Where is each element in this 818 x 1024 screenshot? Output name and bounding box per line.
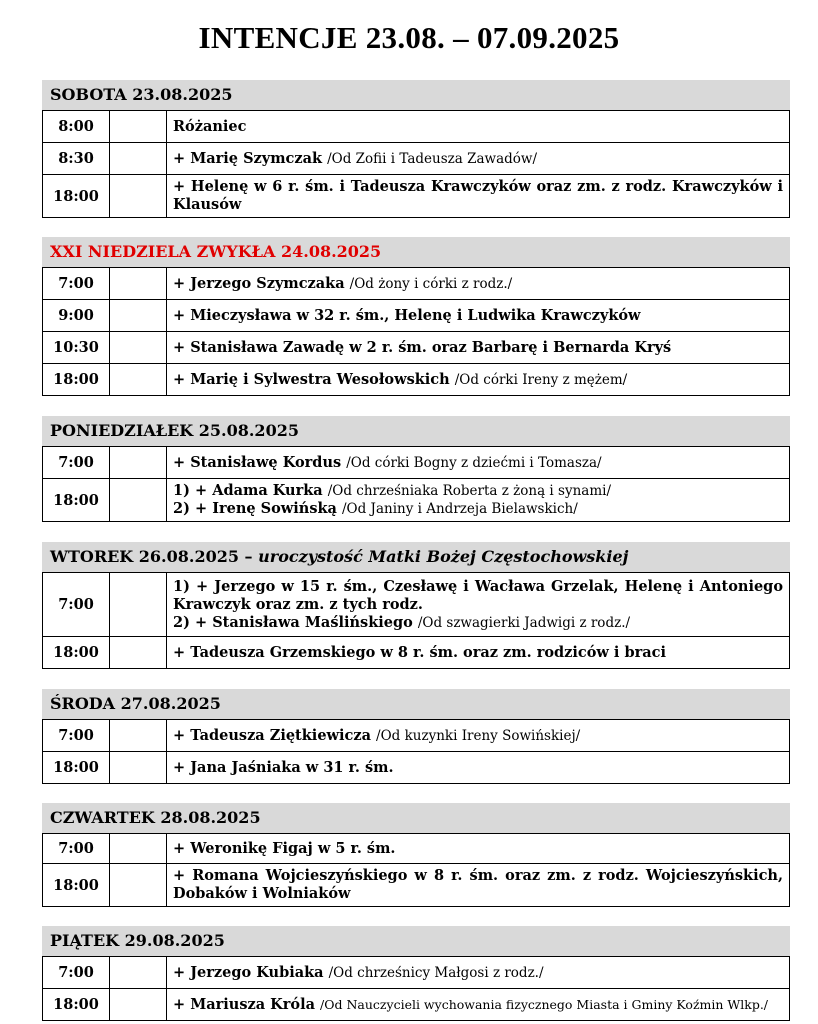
mass-time: 8:00 [43, 111, 110, 143]
intention-text: + Marię Szymczak [173, 149, 328, 167]
intention-note: /Od córki Ireny z mężem/ [454, 371, 628, 388]
intention-note: /Od kuzynki Ireny Sowińskiej/ [376, 727, 581, 744]
intention-cell [167, 957, 790, 989]
intention-cell [167, 268, 790, 300]
intention-text: 1) + Adama Kurka [173, 482, 328, 499]
table-row [43, 752, 790, 784]
intention-text: + Tadeusza Grzemskiego w 8 r. śm. oraz zm. rodziców i braci [173, 643, 666, 661]
mass-time: 18:00 [43, 175, 110, 218]
intention-line [173, 482, 783, 500]
intention-text: + Romana Wojcieszyńskiego w 8 r. śm. oraz zm. z rodz. Wojcieszyńskich, Dobaków i Wolniaków [173, 867, 783, 902]
empty-cell [110, 752, 167, 784]
empty-cell [110, 268, 167, 300]
table-row [43, 957, 790, 989]
empty-cell [110, 989, 167, 1021]
intention-text: + Stanisławę Kordus [173, 453, 347, 471]
mass-time: 8:30 [43, 143, 110, 175]
intention-cell [167, 447, 790, 479]
intention-note: /Od chrześnicy Małgosi z rodz./ [328, 964, 544, 981]
intentions-table [42, 267, 790, 396]
intentions-table [42, 572, 790, 669]
empty-cell [110, 447, 167, 479]
day-header [42, 542, 790, 572]
mass-time: 7:00 [43, 834, 110, 864]
day-section-sunday [42, 237, 790, 396]
intention-note: /Od Zofii i Tadeusza Zawadów/ [327, 150, 537, 167]
intention-cell [167, 364, 790, 396]
mass-time: 18:00 [43, 364, 110, 396]
table-row [43, 637, 790, 669]
day-header: PIĄTEK 29.08.2025 [42, 926, 790, 956]
table-row [43, 479, 790, 522]
mass-time: 9:00 [43, 300, 110, 332]
day-header-feast: uroczystość Matki Bożej Częstochowskiej [258, 547, 629, 566]
day-section-monday [42, 416, 790, 522]
intention-text: + Jerzego Kubiaka [173, 963, 329, 981]
table-row [43, 989, 790, 1021]
intention-note: /Od córki Bogny z dziećmi i Tomasza/ [346, 454, 602, 471]
intention-text: 2) + Irenę Sowińską [173, 500, 342, 517]
intention-note: /Od chrześniaka Roberta z żoną i synami/ [327, 483, 611, 499]
table-row [43, 111, 790, 143]
intention-text: Różaniec [173, 117, 247, 135]
day-header: CZWARTEK 28.08.2025 [42, 803, 790, 833]
day-section-thursday [42, 803, 790, 907]
table-row [43, 300, 790, 332]
empty-cell [110, 834, 167, 864]
intention-cell [167, 720, 790, 752]
intention-text: + Mariusza Króla [173, 995, 321, 1013]
empty-cell [110, 111, 167, 143]
day-header: PONIEDZIAŁEK 25.08.2025 [42, 416, 790, 446]
mass-time: 18:00 [43, 752, 110, 784]
intention-note: /Od Nauczycieli wychowania fizycznego Miasta i Gminy Koźmin Wlkp./ [320, 996, 769, 1012]
empty-cell [110, 143, 167, 175]
table-row [43, 447, 790, 479]
intentions-table [42, 719, 790, 784]
intention-note: /Od szwagierki Jadwigi z rodz./ [417, 614, 631, 631]
intention-cell [167, 573, 790, 637]
table-row [43, 268, 790, 300]
day-header: ŚRODA 27.08.2025 [42, 689, 790, 719]
intentions-table [42, 833, 790, 907]
mass-time: 18:00 [43, 989, 110, 1021]
empty-cell [110, 479, 167, 522]
table-row [43, 143, 790, 175]
intention-text: + Weronikę Figaj w 5 r. śm. [173, 839, 396, 857]
mass-time: 18:00 [43, 637, 110, 669]
mass-time: 7:00 [43, 720, 110, 752]
table-row [43, 175, 790, 218]
intention-cell [167, 479, 790, 522]
intentions-table [42, 110, 790, 218]
intentions-table [42, 446, 790, 522]
day-section-friday [42, 926, 790, 1021]
intention-note: /Od żony i córki z rodz./ [349, 275, 513, 292]
day-section-wednesday [42, 689, 790, 784]
empty-cell [110, 957, 167, 989]
intention-cell [167, 989, 790, 1021]
mass-time: 10:30 [43, 332, 110, 364]
day-header: SOBOTA 23.08.2025 [42, 80, 790, 110]
mass-time: 18:00 [43, 864, 110, 907]
intention-text: + Mieczysława w 32 r. śm., Helenę i Ludwika Krawczyków [173, 306, 641, 324]
intention-cell [167, 864, 790, 907]
empty-cell [110, 637, 167, 669]
empty-cell [110, 364, 167, 396]
intention-text: 2) + Stanisława Maślińskiego [173, 613, 418, 631]
mass-time: 7:00 [43, 268, 110, 300]
intention-cell [167, 143, 790, 175]
mass-time: 7:00 [43, 957, 110, 989]
table-row [43, 364, 790, 396]
intention-text: + Tadeusza Ziętkiewicza [173, 726, 377, 744]
day-header-date: WTOREK 26.08.2025 – [50, 547, 259, 566]
intention-text: + Marię i Sylwestra Wesołowskich [173, 370, 455, 388]
intention-text: + Jana Jaśniaka w 31 r. śm. [173, 758, 394, 776]
intentions-table [42, 956, 790, 1021]
intention-cell [167, 834, 790, 864]
day-section-tuesday [42, 542, 790, 669]
day-header: XXI NIEDZIELA ZWYKŁA 24.08.2025 [42, 237, 790, 267]
intention-line [173, 614, 783, 632]
intention-cell [167, 637, 790, 669]
intention-text: + Jerzego Szymczaka [173, 274, 350, 292]
intention-cell [167, 175, 790, 218]
empty-cell [110, 864, 167, 907]
intention-note: /Od Janiny i Andrzeja Bielawskich/ [342, 501, 578, 517]
intention-cell [167, 332, 790, 364]
empty-cell [110, 720, 167, 752]
mass-time: 7:00 [43, 573, 110, 637]
mass-time: 18:00 [43, 479, 110, 522]
intention-cell [167, 111, 790, 143]
page-title: INTENCJE 23.08. – 07.09.2025 [198, 20, 620, 55]
empty-cell [110, 573, 167, 637]
table-row [43, 864, 790, 907]
mass-time: 7:00 [43, 447, 110, 479]
table-row [43, 834, 790, 864]
table-row [43, 332, 790, 364]
empty-cell [110, 300, 167, 332]
intention-text: + Helenę w 6 r. śm. i Tadeusza Krawczyków oraz zm. z rodz. Krawczyków i Klausów [173, 178, 783, 213]
intention-cell [167, 300, 790, 332]
intention-line [173, 500, 783, 518]
intention-text: + Stanisława Zawadę w 2 r. śm. oraz Barbarę i Bernarda Kryś [173, 338, 672, 356]
table-row [43, 573, 790, 637]
intention-cell [167, 752, 790, 784]
empty-cell [110, 332, 167, 364]
table-row [43, 720, 790, 752]
empty-cell [110, 175, 167, 218]
day-section-saturday [42, 80, 790, 218]
intention-text: 1) + Jerzego w 15 r. śm., Czesławę i Wacława Grzelak, Helenę i Antoniego Krawczyk oraz zm. z tych rodz. [173, 577, 783, 613]
